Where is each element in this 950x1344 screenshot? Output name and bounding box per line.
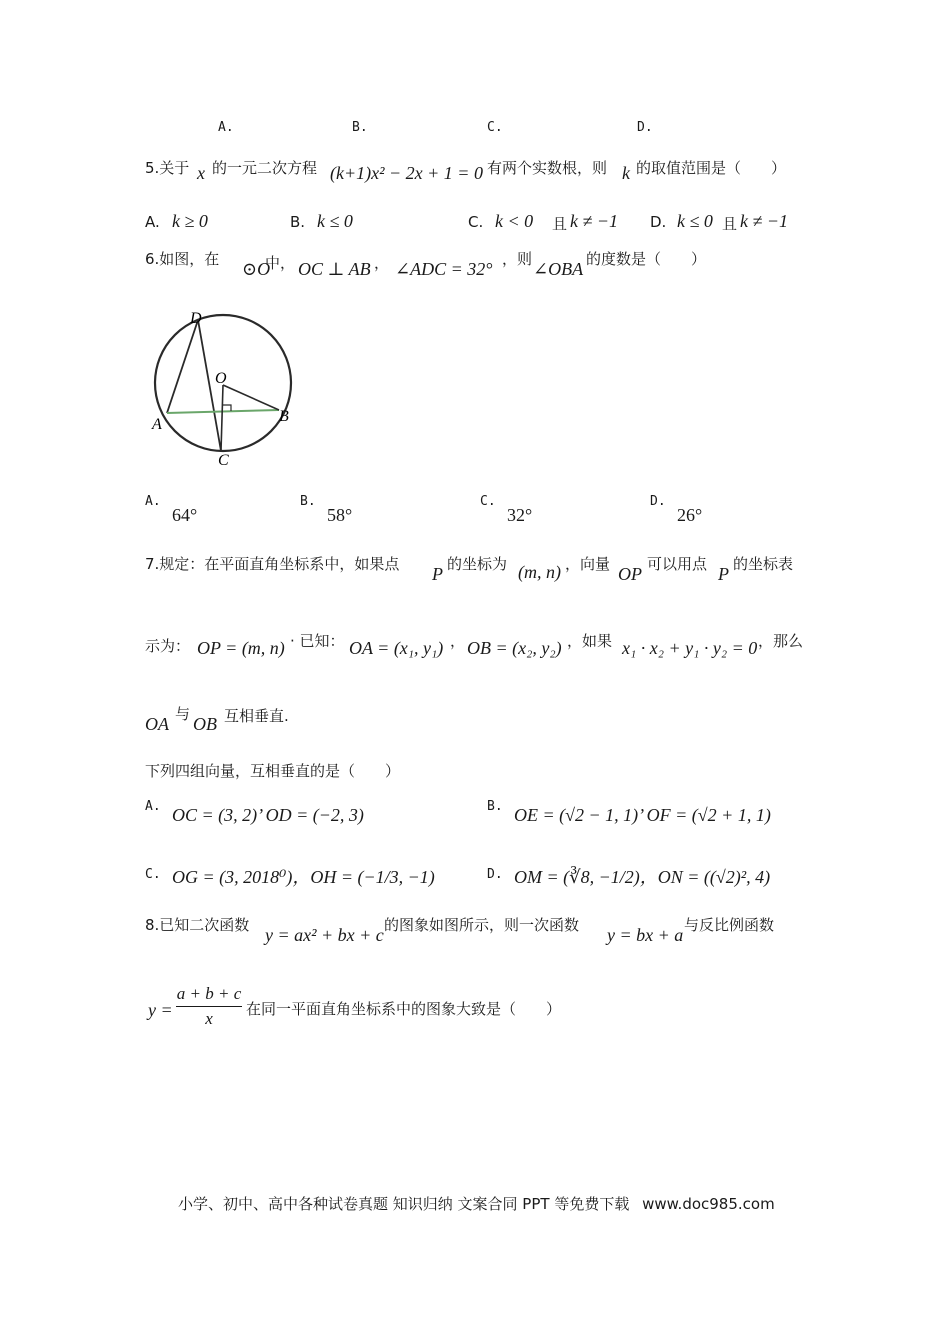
q7-l1-t2: 的坐标为 — [447, 555, 508, 573]
q6-t2: ， — [374, 254, 390, 272]
q6-t4: 的度数是（ ） — [586, 250, 707, 268]
q6-option-d-value: 26° — [677, 505, 703, 525]
q8-t1: 的图象如图所示，则一次函数 — [384, 916, 580, 934]
q5-text2: 有两个实数根，则 — [487, 159, 608, 177]
q6-option-a-value: 64° — [172, 505, 198, 525]
q5-var-k: k — [622, 163, 630, 183]
q5-option-d-math: k ≤ 0 — [677, 211, 713, 231]
q6-t1: 中， — [265, 254, 296, 272]
q5-option-a-label: A. — [145, 213, 160, 231]
q7-option-c-label: C. — [145, 867, 161, 882]
q5-option-c-math: k < 0 — [495, 211, 534, 231]
q6-circle: ⊙O — [242, 259, 271, 279]
q7-point-p2: P — [718, 564, 729, 584]
q7-ob: OB — [193, 714, 217, 734]
q8-prefix: 8.已知二次函数 — [145, 916, 250, 934]
segment-da — [167, 320, 198, 413]
right-angle-mark — [223, 405, 231, 411]
q7-l2-t3: ，如果 — [567, 632, 613, 650]
q7-l2-t2: · 已知： — [290, 632, 345, 650]
q7-comma1: ， — [450, 632, 466, 650]
q7-l1-t4: 可以用点 — [647, 555, 708, 573]
q6-option-d-label: D. — [650, 494, 666, 509]
q8-t3: 在同一平面直角坐标系中的图象大致是（ ） — [246, 1000, 562, 1018]
q6-option-c-value: 32° — [507, 505, 533, 525]
q5-option-d-extra: 且 — [722, 215, 738, 233]
q7-mn: (m, n) — [518, 562, 561, 582]
q6-option-b-label: B. — [300, 494, 316, 509]
q5-prefix: 5.关于 — [145, 159, 190, 177]
q6-option-a-label: A. — [145, 494, 161, 509]
q7-option-b-math: OE = (√2 − 1, 1)’ OF = (√2 + 1, 1) — [514, 805, 771, 825]
q5-option-a-math: k ≥ 0 — [172, 211, 208, 231]
q8-t2: 与反比例函数 — [684, 916, 775, 934]
q5-option-c-label: C. — [468, 213, 484, 231]
q7-l1-t5: 的坐标表 — [733, 555, 794, 573]
q7-yu: 与 — [175, 705, 191, 723]
q6-option-c-label: C. — [480, 494, 496, 509]
footer-text: 小学、初中、高中各种试卷真题 知识归纳 文案合同 PPT 等免费下载 — [178, 1195, 630, 1213]
label-c: C — [218, 452, 229, 468]
circle-figure — [145, 303, 300, 468]
q5-var-x: x — [197, 163, 205, 183]
q7-option-d-math: OM = (∛8, −1/2)，ON = ((√2)², 4) — [514, 867, 771, 887]
footer-url[interactable]: www.doc985.com — [642, 1195, 775, 1213]
q7-option-c-math: OG = (3, 2018⁰)，OH = (−1/3, −1) — [172, 867, 435, 887]
q7-op-def: OP = (m, n) — [197, 638, 285, 658]
q8-fraction — [176, 983, 242, 1030]
q5-option-d-label: D. — [650, 213, 667, 231]
q8-quad: y = ax² + bx + c — [265, 925, 384, 945]
q7-l2-t4: ，那么 — [758, 632, 804, 650]
q7-cond: x₁ · x₂ + y₁ · y₂ = 0 — [622, 638, 758, 658]
q7-option-a-label: A. — [145, 799, 161, 814]
q6-option-b-value: 58° — [327, 505, 353, 525]
q6-t3: ，则 — [502, 250, 533, 268]
top-option-a: A. — [218, 120, 234, 135]
q5-option-b-label: B. — [290, 213, 306, 231]
q7-l3-t1: 互相垂直. — [224, 707, 289, 725]
label-a: A — [152, 416, 162, 433]
label-d: D — [190, 310, 202, 327]
q5-option-b-math: k ≤ 0 — [317, 211, 353, 231]
segment-oc — [221, 385, 223, 451]
q7-ob-def: OB = (x₂, y₂) — [467, 638, 562, 658]
top-option-b: B. — [352, 120, 368, 135]
q7-op: OP — [618, 564, 642, 584]
q7-oa-def: OA = (x₁, y₁) — [349, 638, 444, 658]
q7-option-d-label: D. — [487, 867, 503, 882]
footer — [178, 1193, 775, 1214]
q5-option-c-math2: k ≠ −1 — [570, 211, 619, 231]
q8-frac-bar — [176, 1006, 242, 1007]
q5-text3: 的取值范围是（ ） — [636, 159, 787, 177]
q8-frac-den: x — [205, 1009, 213, 1028]
q7-question: 下列四组向量，互相垂直的是（ ） — [145, 762, 401, 780]
q7-l1-t3: ，向量 — [565, 555, 611, 573]
top-option-c: C. — [487, 120, 503, 135]
label-b: B — [279, 408, 289, 425]
label-o: O — [215, 370, 227, 387]
q7-l1-prefix: 7.规定：在平面直角坐标系中，如果点 — [145, 555, 400, 573]
top-option-d: D. — [637, 120, 653, 135]
q6-perp: OC ⊥ AB — [298, 259, 371, 279]
q6-angle: ∠ADC = 32° — [395, 259, 493, 279]
q5-option-c-extra: 且 — [552, 215, 568, 233]
q8-lin: y = bx + a — [607, 925, 684, 945]
q6-prefix: 6.如图，在 — [145, 250, 220, 268]
q5-equation: (k+1)x² − 2x + 1 = 0 — [330, 163, 483, 183]
q8-y-eq: y = — [148, 1000, 173, 1020]
q7-l2-t1: 示为： — [145, 637, 191, 655]
q8-frac-num: a + b + c — [176, 984, 242, 1003]
q5-option-d-math2: k ≠ −1 — [740, 211, 789, 231]
q7-point-p: P — [432, 564, 443, 584]
q7-oa: OA — [145, 714, 169, 734]
q5-text1: 的一元二次方程 — [212, 159, 318, 177]
q7-option-b-label: B. — [487, 799, 503, 814]
q6-ask: ∠OBA — [533, 259, 584, 279]
q7-option-a-math: OC = (3, 2)’ OD = (−2, 3) — [172, 805, 364, 825]
